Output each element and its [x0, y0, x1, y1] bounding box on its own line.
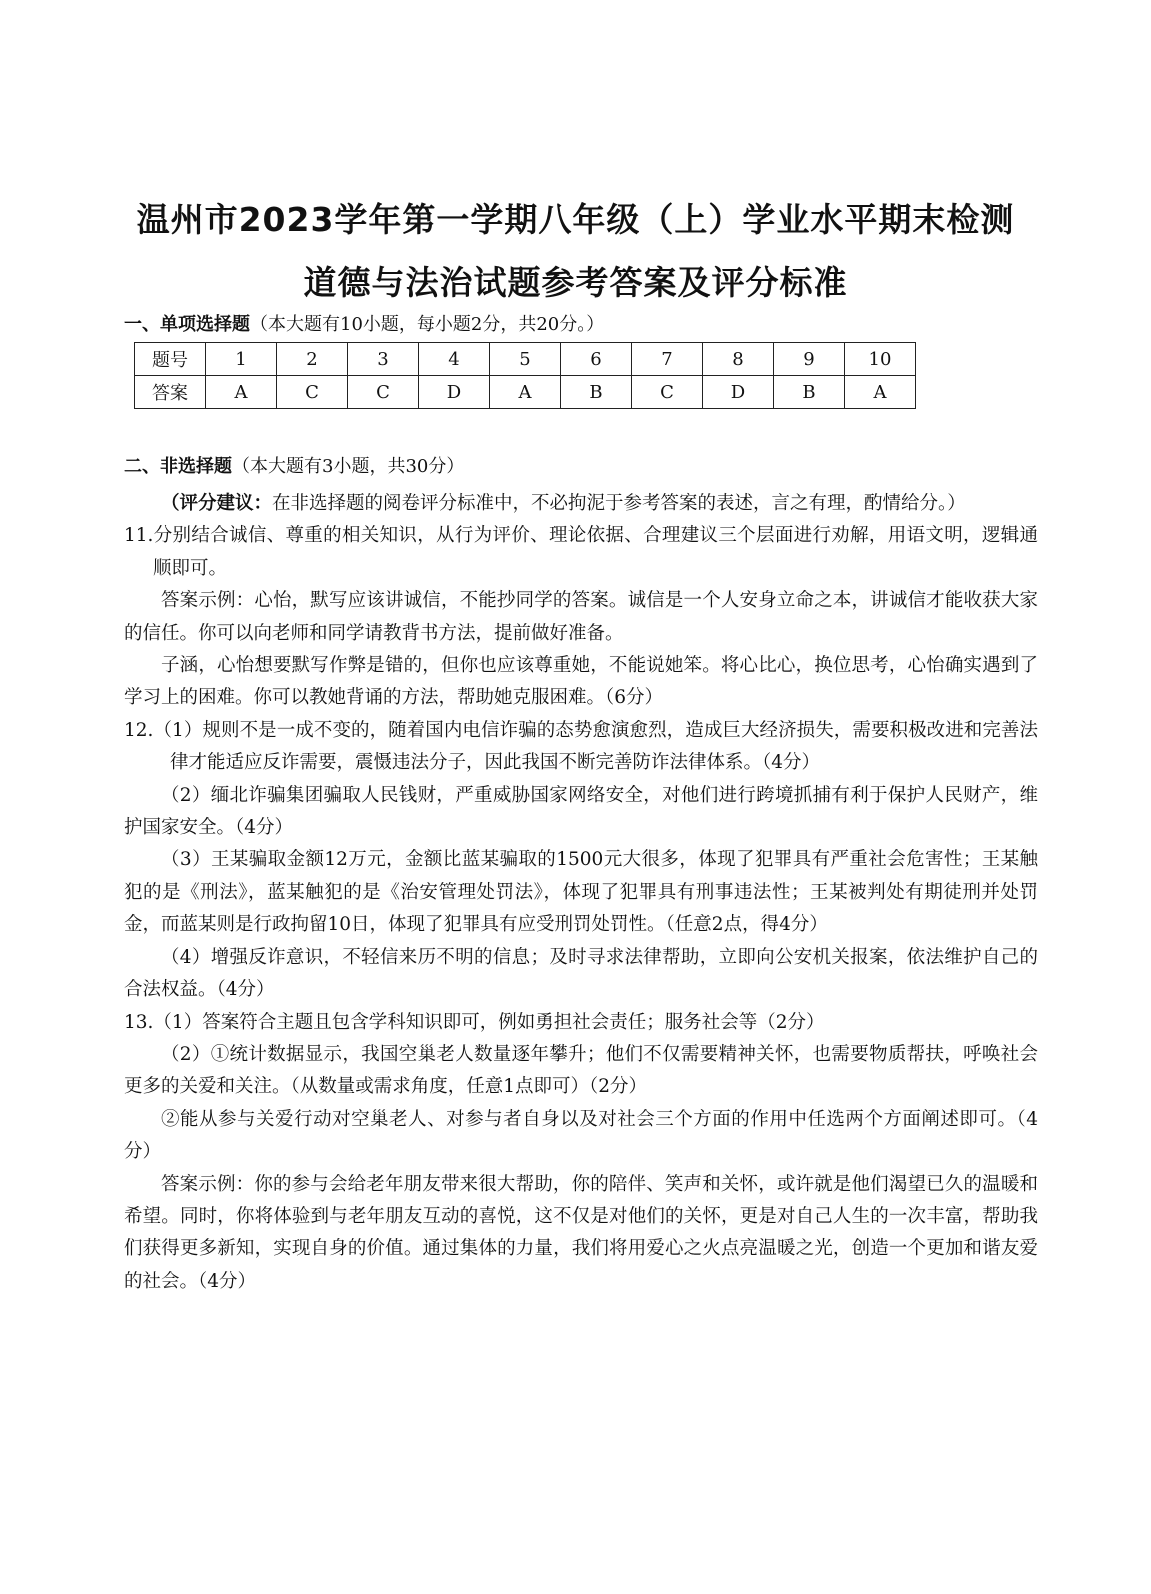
answer-cell: D [703, 376, 774, 409]
section-2-desc: （本大题有3小题，共30分） [232, 456, 465, 477]
title-line-2: 道德与法治试题参考答案及评分标准 [303, 263, 848, 302]
q11-lead: 11.分别结合诚信、尊重的相关知识，从行为评价、理论依据、合理建议三个层面进行劝解，用语文明，逻辑通顺即可。 [124, 525, 1038, 579]
answer-table [134, 342, 916, 409]
answer-cell: C [348, 376, 419, 409]
section-1-desc: （本大题有10小题，每小题2分，共20分。） [250, 314, 605, 335]
q12-part-1: 12.（1）规则不是一成不变的，随着国内电信诈骗的态势愈演愈烈，造成巨大经济损失，需要积极改进和完善法律才能适应反诈需要，震慑违法分子，因此我国不断完善防诈法律体系。（4分） [124, 719, 1038, 774]
answer-row [135, 376, 916, 409]
q11-example-1: 答案示例：心怡，默写应该讲诚信，不能抄同学的答案。诚信是一个人安身立命之本，讲诚信才能收获大家的信任。你可以向老师和同学请教背书方法，提前做好准备。 [124, 590, 1038, 644]
question-number-cell: 2 [277, 343, 348, 376]
grading-note [124, 488, 1038, 520]
q13-part-1: 13.（1）答案符合主题且包含学科知识即可，例如勇担社会责任；服务社会等（2分） [124, 1011, 825, 1033]
answer-cell: B [561, 376, 632, 409]
title-line-1: 温州市2023学年第一学期八年级（上）学业水平期末检测 [136, 200, 1015, 239]
answer-cell: A [490, 376, 561, 409]
answer-cell: A [206, 376, 277, 409]
question-number-cell: 1 [206, 343, 277, 376]
section-2-title: 二、非选择题 [124, 456, 232, 477]
section-2-heading [124, 455, 464, 479]
q13-example: 答案示例：你的参与会给老年朋友带来很大帮助，你的陪伴、笑声和关怀，或许就是他们渴望已久的温暖和希望。同时，你将体验到与老年朋友互动的喜悦，这不仅是对他们的关怀，更是对自己人生的一次丰富，帮助我们获得更多新知，实现自身的价值。通过集体的力量，我们将用爱心之火点亮温暖之光，创造一个更加和谐友爱的社会。（4分） [124, 1173, 1038, 1292]
question-number-row [135, 343, 916, 376]
q12-part-2: （2）缅北诈骗集团骗取人民钱财，严重威胁国家网络安全，对他们进行跨境抓捕有利于保护人民财产，维护国家安全。（4分） [124, 784, 1038, 839]
question-number-cell: 3 [348, 343, 419, 376]
q13-part-2b: ②能从参与关爱行动对空巢老人、对参与者自身以及对社会三个方面的作用中任选两个方面阐述即可。（4分） [124, 1108, 1038, 1163]
q12-part-3: （3）王某骗取金额12万元，金额比蓝某骗取的1500元大很多，体现了犯罪具有严重社会危害性；王某触犯的是《刑法》，蓝某触犯的是《治安管理处罚法》，体现了犯罪具有刑事违法性；王某被判处有期徒刑并处罚金，而蓝某则是行政拘留10日，体现了犯罪具有应受刑罚处罚性。（任意2点，得4分） [124, 849, 1038, 936]
question-number-cell: 4 [419, 343, 490, 376]
question-number-cell: 10 [845, 343, 916, 376]
answer-cell: C [277, 376, 348, 409]
grading-note-text: 在非选择题的阅卷评分标准中，不必拘泥于参考答案的表述，言之有理，酌情给分。） [272, 493, 966, 514]
question-number-cell: 5 [490, 343, 561, 376]
q12-part-4: （4）增强反诈意识，不轻信来历不明的信息；及时寻求法律帮助，立即向公安机关报案，依法维护自己的合法权益。（4分） [124, 946, 1038, 1001]
question-number-cell: 8 [703, 343, 774, 376]
question-number-cell: 6 [561, 343, 632, 376]
answer-cell: B [774, 376, 845, 409]
answer-cell: D [419, 376, 490, 409]
row-label-number: 题号 [135, 343, 206, 376]
answer-cell: A [845, 376, 916, 409]
question-number-cell: 7 [632, 343, 703, 376]
answer-body [124, 488, 1038, 1298]
row-label-answer: 答案 [135, 376, 206, 409]
q11-example-2: 子涵，心怡想要默写作弊是错的，但你也应该尊重她，不能说她笨。将心比心，换位思考，心怡确实遇到了学习上的困难。你可以教她背诵的方法，帮助她克服困难。（6分） [124, 655, 1038, 709]
q13-part-2: （2）①统计数据显示，我国空巢老人数量逐年攀升；他们不仅需要精神关怀，也需要物质帮扶，呼唤社会更多的关爱和关注。（从数量或需求角度，任意1点即可）（2分） [124, 1043, 1038, 1098]
section-1-heading [124, 313, 604, 337]
section-1-title: 一、单项选择题 [124, 314, 250, 335]
answer-cell: C [632, 376, 703, 409]
grading-note-label: （评分建议： [161, 493, 273, 514]
question-number-cell: 9 [774, 343, 845, 376]
